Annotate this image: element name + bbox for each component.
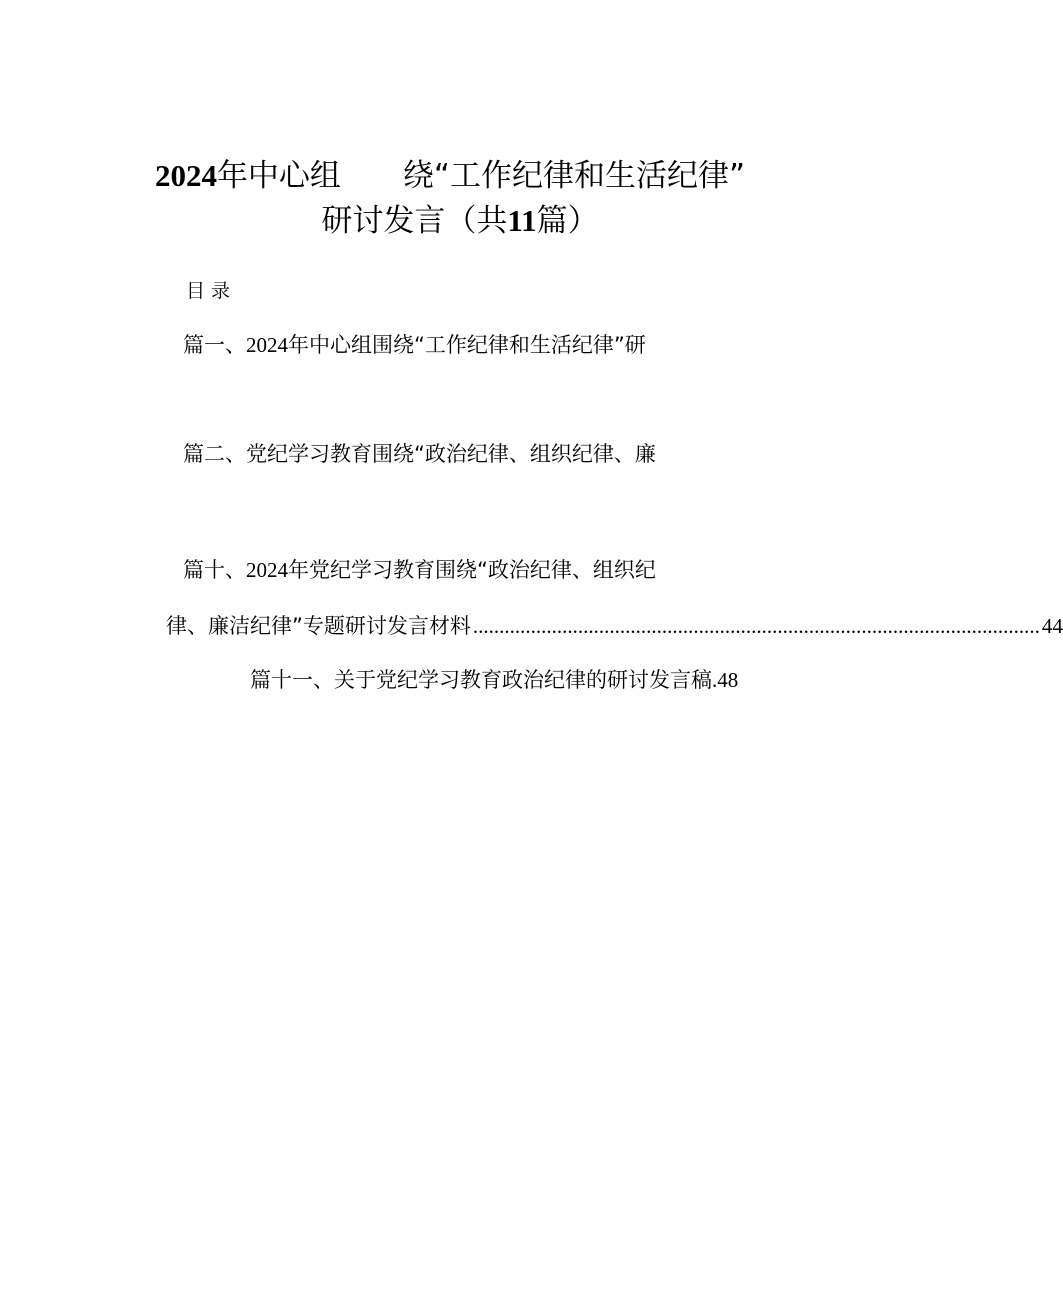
toc-item-1-year: 2024	[246, 333, 288, 357]
toc-item-10-prefix: 篇十、	[183, 558, 246, 582]
toc-item-11-text: 篇十一、关于党纪学习教育政治纪律的研讨发言稿	[250, 668, 712, 692]
title-suffix-line2: 篇）	[536, 203, 599, 239]
toc-item-10-line2-text: 律、廉洁纪律”专题研讨发言材料	[166, 614, 471, 638]
toc-item-10-text: 年党纪学习教育围绕“政治纪律、组织纪	[288, 558, 656, 582]
toc-item-10-year: 2024	[246, 558, 288, 582]
toc-item-10[interactable]	[183, 554, 656, 584]
title-text-line1: 年中心组 绕“工作纪律和生活纪律”	[216, 158, 746, 194]
title-prefix-line2: 研讨发言（共	[321, 203, 508, 239]
toc-item-10-page: 44	[1041, 614, 1063, 638]
toc-item-1[interactable]	[183, 329, 646, 359]
toc-item-11-page: .48	[712, 668, 739, 692]
toc-heading: 目录	[186, 280, 237, 302]
toc-item-2[interactable]: 篇二、党纪学习教育围绕“政治纪律、组织纪律、廉	[183, 442, 656, 466]
toc-item-11[interactable]	[250, 664, 738, 694]
document-title-line2	[0, 195, 920, 240]
toc-leader-dots: ............................................................................................................	[472, 614, 1040, 638]
title-year: 2024	[154, 158, 217, 193]
toc-item-10-line2[interactable]	[166, 610, 1063, 640]
document-title-line1	[0, 150, 910, 195]
title-count: 11	[507, 203, 537, 238]
toc-item-1-text: 年中心组围绕“工作纪律和生活纪律”研	[288, 333, 646, 357]
toc-item-1-prefix: 篇一、	[183, 333, 246, 357]
